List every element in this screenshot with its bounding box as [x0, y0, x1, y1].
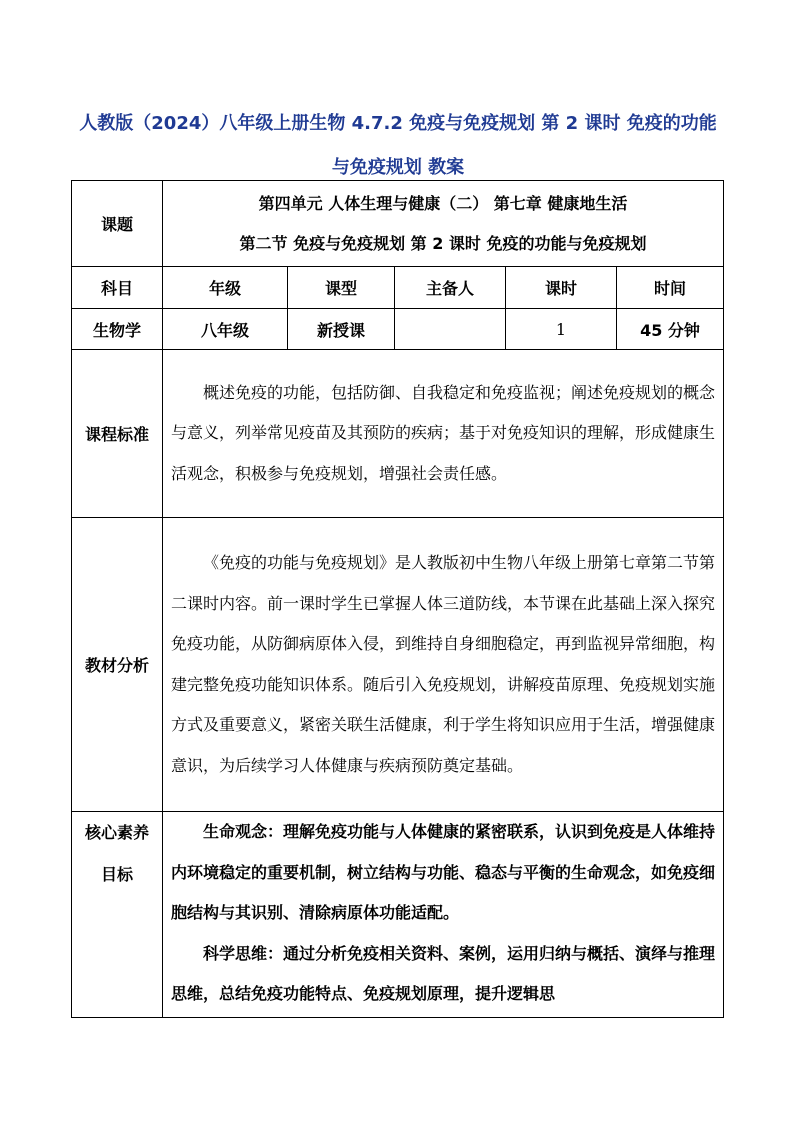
standard-row — [72, 350, 724, 518]
topic-line-2: 第二节 免疫与免疫规划 第 2 课时 免疫的功能与免疫规划 — [239, 233, 647, 253]
value-periods: 1 — [506, 309, 617, 350]
header-periods: 课时 — [506, 267, 617, 309]
goals-label-line-1: 核心素养 — [84, 823, 149, 842]
analysis-label: 教材分析 — [72, 518, 163, 812]
header-duration: 时间 — [617, 267, 724, 309]
goals-paragraph-1: 生命观念：理解免疫功能与人体健康的紧密联系，认识到免疫是人体维持内环境稳定的重要机制，树立结构与功能、稳态与平衡的生命观念，如免疫细胞结构与其识别、清除病原体功能适配。 — [171, 822, 716, 922]
goals-row — [72, 812, 724, 1018]
goals-text — [163, 812, 724, 1018]
lesson-plan-table — [71, 180, 724, 1018]
value-duration: 45 分钟 — [617, 309, 724, 350]
standard-label: 课程标准 — [72, 350, 163, 518]
info-header-row — [72, 267, 724, 309]
value-subject: 生物学 — [72, 309, 163, 350]
goals-paragraph-2: 科学思维：通过分析免疫相关资料、案例，运用归纳与概括、演绎与推理思维，总结免疫功能特点、免疫规划原理，提升逻辑思 — [171, 943, 716, 1003]
value-preparer — [395, 309, 506, 350]
value-grade: 八年级 — [163, 309, 288, 350]
analysis-text: 《免疫的功能与免疫规划》是人教版初中生物八年级上册第七章第二节第二课时内容。前一课时学生已掌握人体三道防线，本节课在此基础上深入探究免疫功能，从防御病原体入侵，到维持自身细胞稳定，再到监视异常细胞，构建完整免疫功能知识体系。随后引入免疫规划，讲解疫苗原理、免疫规划实施方式及重要意义，紧密关联生活健康，利于学生将知识应用于生活，增强健康意识，为后续学习人体健康与疾病预防奠定基础。 — [163, 518, 724, 812]
info-value-row — [72, 309, 724, 350]
header-grade: 年级 — [163, 267, 288, 309]
standard-text: 概述免疫的功能，包括防御、自我稳定和免疫监视；阐述免疫规划的概念与意义，列举常见疫苗及其预防的疾病；基于对免疫知识的理解，形成健康生活观念，积极参与免疫规划，增强社会责任感。 — [163, 350, 724, 518]
topic-label: 课题 — [72, 181, 163, 267]
document-title: 人教版（2024）八年级上册生物 4.7.2 免疫与免疫规划 第 2 课时 免疫的功能与免疫规划 教案 — [79, 113, 717, 178]
value-lesson-type: 新授课 — [288, 309, 395, 350]
topic-line-1: 第四单元 人体生理与健康（二） 第七章 健康地生活 — [258, 193, 628, 213]
header-subject: 科目 — [72, 267, 163, 309]
analysis-row — [72, 518, 724, 812]
goals-label — [72, 812, 163, 1018]
topic-cell — [163, 181, 724, 267]
header-lesson-type: 课型 — [288, 267, 395, 309]
header-preparer: 主备人 — [395, 267, 506, 309]
topic-row — [72, 181, 724, 267]
goals-label-line-2: 目标 — [100, 865, 133, 884]
